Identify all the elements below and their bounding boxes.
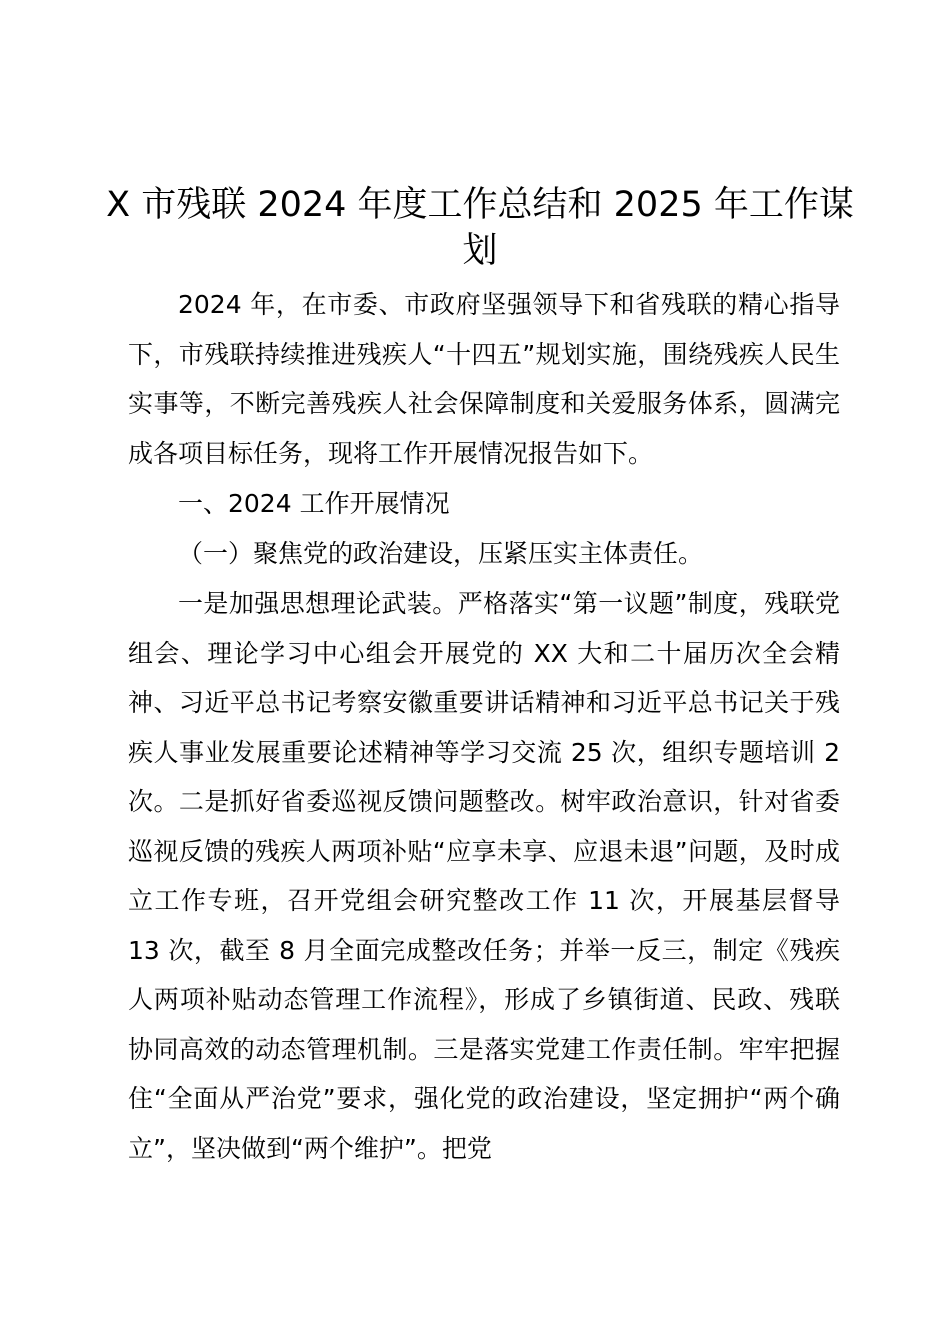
body-paragraph: 一是加强思想理论武装。严格落实“第一议题”制度，残联党组会、理论学习中心组会开展党的 XX 大和二十届历次全会精神、习近平总书记考察安徽重要讲话精神和习近平总书记关于残疾人事业发展重要论述精神等学习交流 25 次，组织专题培训 2 次。二是抓好省委巡视反馈问题整改。树牢政治意识，针对省委巡视反馈的残疾人两项补贴“应享未享、应退未退”问题，及时成立工作专班，召开党组会研究整改工作 11 次，开展基层督导 13 次，截至 8 月全面完成整改任务；并举一反三，制定《残疾人两项补贴动态管理工作流程》，形成了乡镇街道、民政、残联协同高效的动态管理机制。三是落实党建工作责任制。牢牢把握住“全面从严治党”要求，强化党的政治建设，坚定拥护“两个确立”，坚决做到“两个维护”。把党 <box>128 589 840 1163</box>
subsection-heading: （一）聚焦党的政治建设，压紧压实主体责任。 <box>178 539 704 568</box>
section-heading: 一、2024 工作开展情况 <box>178 489 450 518</box>
document-title: X 市残联 2024 年度工作总结和 2025 年工作谋划 <box>106 185 854 271</box>
intro-paragraph: 2024 年，在市委、市政府坚强领导下和省残联的精心指导下，市残联持续推进残疾人“十四五”规划实施，围绕残疾人民生实事等，不断完善残疾人社会保障制度和关爱服务体系，圆满完成各项目标任务，现将工作开展情况报告如下。 <box>128 290 840 468</box>
